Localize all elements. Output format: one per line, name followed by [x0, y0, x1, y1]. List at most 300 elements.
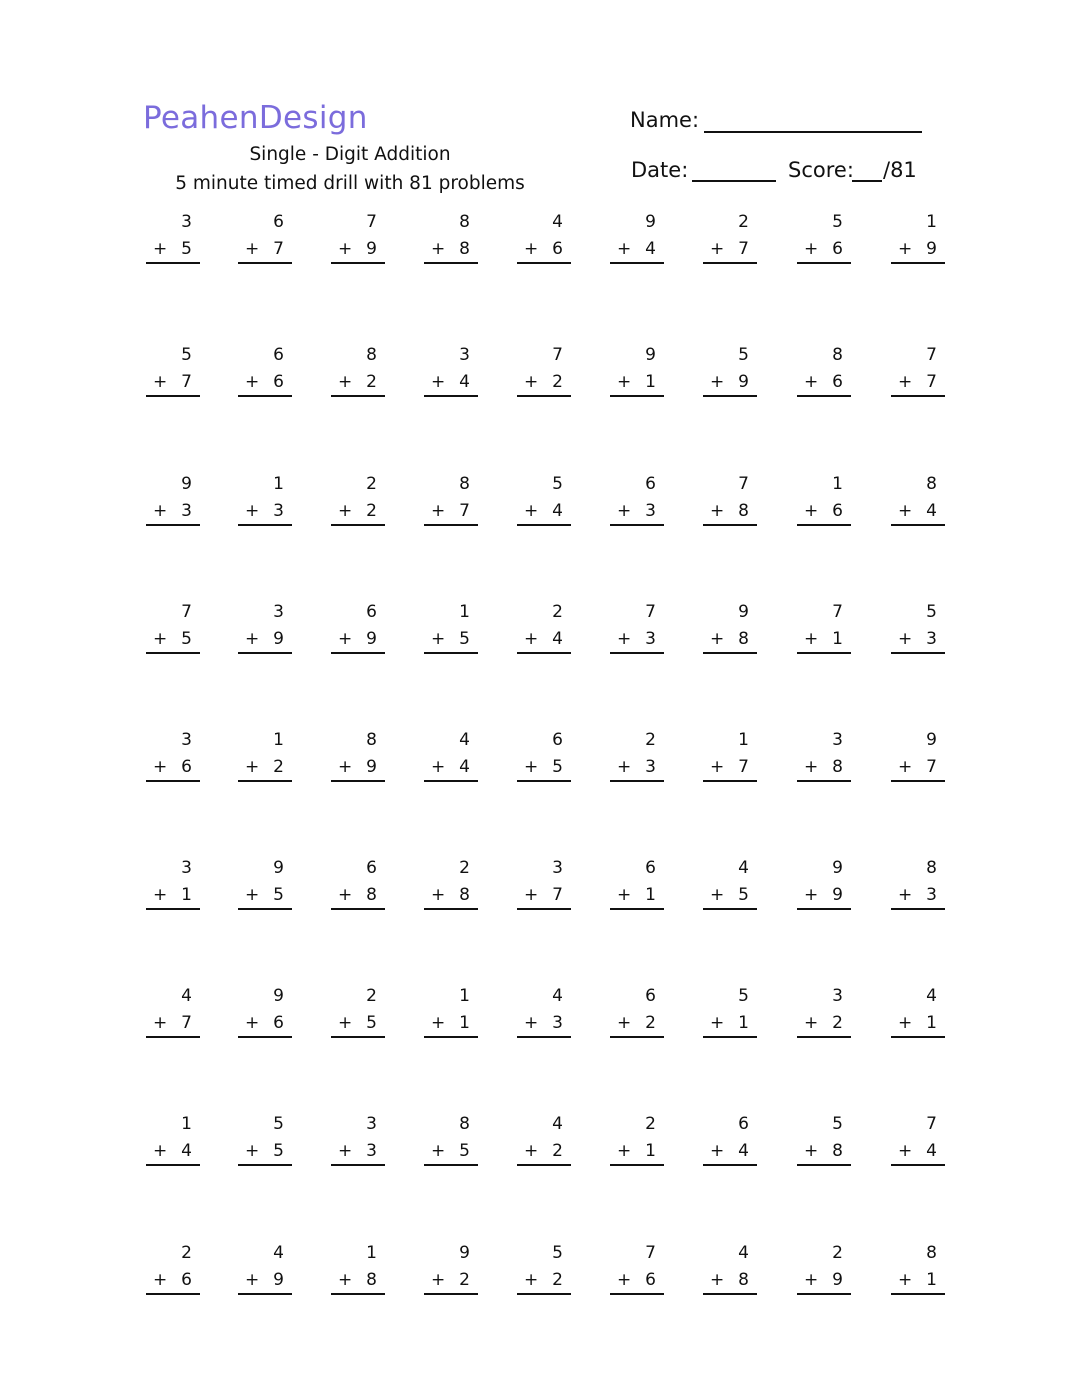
plus-sign: +	[153, 757, 168, 777]
plus-sign: +	[898, 885, 913, 905]
addition-problem	[517, 1243, 571, 1299]
answer-line[interactable]	[797, 652, 851, 654]
plus-sign: +	[153, 1270, 168, 1290]
problem-addend-bottom: 6	[273, 372, 284, 392]
plus-sign: +	[153, 372, 168, 392]
problem-addend-top: 4	[552, 1114, 563, 1134]
answer-line[interactable]	[703, 524, 757, 526]
addition-problem	[331, 474, 385, 530]
answer-line[interactable]	[424, 524, 478, 526]
answer-line[interactable]	[238, 652, 292, 654]
addition-problem	[891, 212, 945, 268]
addition-problem	[891, 345, 945, 401]
answer-line[interactable]	[610, 262, 664, 264]
problem-addend-top: 7	[181, 602, 192, 622]
answer-line[interactable]	[146, 1293, 200, 1295]
problem-addend-bottom: 1	[645, 885, 656, 905]
answer-line[interactable]	[797, 1293, 851, 1295]
addition-problem	[424, 986, 478, 1042]
answer-line[interactable]	[424, 908, 478, 910]
problem-addend-bottom: 1	[926, 1270, 937, 1290]
answer-line[interactable]	[146, 908, 200, 910]
plus-sign: +	[710, 885, 725, 905]
problem-addend-bottom: 7	[181, 372, 192, 392]
plus-sign: +	[617, 757, 632, 777]
problem-addend-bottom: 2	[459, 1270, 470, 1290]
addition-problem	[424, 345, 478, 401]
problem-addend-bottom: 6	[552, 239, 563, 259]
answer-line[interactable]	[238, 262, 292, 264]
plus-sign: +	[338, 629, 353, 649]
answer-line[interactable]	[610, 908, 664, 910]
plus-sign: +	[524, 239, 539, 259]
problem-addend-top: 4	[273, 1243, 284, 1263]
plus-sign: +	[710, 1013, 725, 1033]
problem-addend-top: 5	[552, 474, 563, 494]
problem-addend-bottom: 1	[645, 1141, 656, 1161]
answer-line[interactable]	[610, 652, 664, 654]
problem-addend-top: 6	[738, 1114, 749, 1134]
addition-problem	[517, 1114, 571, 1170]
problem-addend-bottom: 3	[366, 1141, 377, 1161]
addition-problem	[797, 730, 851, 786]
answer-line[interactable]	[797, 780, 851, 782]
answer-line[interactable]	[891, 780, 945, 782]
problem-addend-bottom: 1	[832, 629, 843, 649]
problem-addend-top: 4	[738, 1243, 749, 1263]
problem-addend-bottom: 7	[738, 757, 749, 777]
problem-addend-top: 6	[552, 730, 563, 750]
plus-sign: +	[710, 1270, 725, 1290]
answer-line[interactable]	[610, 524, 664, 526]
plus-sign: +	[524, 1141, 539, 1161]
answer-line[interactable]	[238, 1293, 292, 1295]
answer-line[interactable]	[424, 1293, 478, 1295]
addition-problem	[238, 1114, 292, 1170]
answer-line[interactable]	[517, 780, 571, 782]
addition-problem	[424, 858, 478, 914]
problem-addend-top: 3	[552, 858, 563, 878]
addition-problem	[424, 730, 478, 786]
plus-sign: +	[898, 501, 913, 521]
answer-line[interactable]	[610, 780, 664, 782]
problem-addend-top: 2	[738, 212, 749, 232]
problem-addend-bottom: 2	[645, 1013, 656, 1033]
plus-sign: +	[431, 501, 446, 521]
problem-addend-bottom: 3	[181, 501, 192, 521]
addition-problem	[146, 986, 200, 1042]
answer-line[interactable]	[891, 524, 945, 526]
problem-addend-top: 2	[552, 602, 563, 622]
plus-sign: +	[710, 1141, 725, 1161]
plus-sign: +	[431, 1013, 446, 1033]
answer-line[interactable]	[891, 652, 945, 654]
plus-sign: +	[710, 501, 725, 521]
addition-problem	[703, 345, 757, 401]
answer-line[interactable]	[610, 1036, 664, 1038]
plus-sign: +	[710, 372, 725, 392]
answer-line[interactable]	[703, 1293, 757, 1295]
plus-sign: +	[804, 372, 819, 392]
answer-line[interactable]	[703, 908, 757, 910]
plus-sign: +	[431, 1270, 446, 1290]
addition-problem	[797, 1114, 851, 1170]
answer-line[interactable]	[331, 1164, 385, 1166]
answer-line[interactable]	[517, 1036, 571, 1038]
answer-line[interactable]	[146, 780, 200, 782]
addition-problem	[238, 986, 292, 1042]
answer-line[interactable]	[424, 262, 478, 264]
problem-addend-bottom: 5	[181, 629, 192, 649]
problem-addend-top: 8	[459, 1114, 470, 1134]
problem-addend-top: 6	[645, 986, 656, 1006]
answer-line[interactable]	[517, 652, 571, 654]
answer-line[interactable]	[797, 262, 851, 264]
answer-line[interactable]	[331, 908, 385, 910]
addition-problem	[610, 345, 664, 401]
problem-addend-bottom: 9	[832, 885, 843, 905]
answer-line[interactable]	[610, 395, 664, 397]
problem-addend-top: 9	[273, 986, 284, 1006]
addition-problem	[610, 986, 664, 1042]
plus-sign: +	[245, 1141, 260, 1161]
problem-addend-bottom: 1	[645, 372, 656, 392]
addition-problem	[424, 602, 478, 658]
problem-addend-top: 3	[181, 858, 192, 878]
addition-problem	[331, 986, 385, 1042]
answer-line[interactable]	[424, 652, 478, 654]
problem-addend-top: 5	[738, 345, 749, 365]
problem-addend-top: 5	[926, 602, 937, 622]
problem-addend-top: 1	[459, 602, 470, 622]
answer-line[interactable]	[331, 780, 385, 782]
addition-problem	[517, 730, 571, 786]
problem-addend-bottom: 7	[459, 501, 470, 521]
addition-problem	[703, 858, 757, 914]
answer-line[interactable]	[331, 395, 385, 397]
problem-addend-top: 8	[459, 212, 470, 232]
problem-addend-top: 1	[738, 730, 749, 750]
addition-problem	[891, 474, 945, 530]
problem-addend-top: 6	[645, 858, 656, 878]
problem-addend-top: 5	[832, 212, 843, 232]
problem-addend-top: 5	[181, 345, 192, 365]
answer-line[interactable]	[238, 780, 292, 782]
answer-line[interactable]	[797, 524, 851, 526]
answer-line[interactable]	[238, 524, 292, 526]
plus-sign: +	[524, 629, 539, 649]
problem-addend-bottom: 3	[926, 629, 937, 649]
plus-sign: +	[524, 1013, 539, 1033]
problem-addend-top: 6	[366, 602, 377, 622]
problem-addend-top: 5	[738, 986, 749, 1006]
problem-addend-bottom: 4	[738, 1141, 749, 1161]
answer-line[interactable]	[517, 1293, 571, 1295]
addition-problem	[146, 1114, 200, 1170]
problem-addend-bottom: 3	[926, 885, 937, 905]
addition-problem	[238, 1243, 292, 1299]
problem-addend-top: 4	[738, 858, 749, 878]
addition-problem	[146, 345, 200, 401]
answer-line[interactable]	[891, 395, 945, 397]
problem-addend-bottom: 5	[273, 885, 284, 905]
plus-sign: +	[804, 1270, 819, 1290]
problem-addend-top: 3	[459, 345, 470, 365]
plus-sign: +	[431, 239, 446, 259]
problem-addend-bottom: 5	[273, 1141, 284, 1161]
plus-sign: +	[338, 757, 353, 777]
problem-addend-top: 1	[181, 1114, 192, 1134]
addition-problem	[517, 602, 571, 658]
addition-problem	[703, 602, 757, 658]
plus-sign: +	[338, 501, 353, 521]
problem-addend-top: 9	[926, 730, 937, 750]
plus-sign: +	[898, 1013, 913, 1033]
addition-problem	[331, 602, 385, 658]
plus-sign: +	[524, 757, 539, 777]
plus-sign: +	[153, 239, 168, 259]
problem-addend-bottom: 1	[926, 1013, 937, 1033]
answer-line[interactable]	[797, 908, 851, 910]
answer-line[interactable]	[517, 262, 571, 264]
answer-line[interactable]	[610, 1164, 664, 1166]
plus-sign: +	[431, 885, 446, 905]
addition-problem	[238, 858, 292, 914]
problem-addend-bottom: 9	[832, 1270, 843, 1290]
answer-line[interactable]	[517, 1164, 571, 1166]
plus-sign: +	[710, 239, 725, 259]
addition-problem	[424, 474, 478, 530]
answer-line[interactable]	[146, 524, 200, 526]
plus-sign: +	[710, 757, 725, 777]
plus-sign: +	[804, 1141, 819, 1161]
answer-line[interactable]	[891, 1293, 945, 1295]
problem-addend-top: 8	[832, 345, 843, 365]
problem-addend-top: 6	[366, 858, 377, 878]
plus-sign: +	[431, 629, 446, 649]
plus-sign: +	[431, 757, 446, 777]
plus-sign: +	[524, 372, 539, 392]
answer-line[interactable]	[331, 1293, 385, 1295]
plus-sign: +	[338, 1141, 353, 1161]
answer-line[interactable]	[331, 524, 385, 526]
plus-sign: +	[338, 1270, 353, 1290]
problem-addend-bottom: 5	[552, 757, 563, 777]
problem-addend-bottom: 7	[926, 372, 937, 392]
answer-line[interactable]	[424, 1036, 478, 1038]
addition-problem	[703, 986, 757, 1042]
problem-addend-bottom: 2	[273, 757, 284, 777]
addition-problem	[610, 602, 664, 658]
problem-addend-bottom: 9	[366, 239, 377, 259]
addition-problem	[238, 212, 292, 268]
problem-addend-bottom: 7	[926, 757, 937, 777]
answer-line[interactable]	[703, 780, 757, 782]
addition-problem	[517, 474, 571, 530]
plus-sign: +	[898, 629, 913, 649]
addition-problem	[703, 1243, 757, 1299]
problem-addend-top: 8	[926, 1243, 937, 1263]
problem-addend-bottom: 8	[738, 1270, 749, 1290]
answer-line[interactable]	[517, 395, 571, 397]
problem-addend-bottom: 4	[459, 757, 470, 777]
problem-addend-bottom: 3	[645, 629, 656, 649]
plus-sign: +	[804, 885, 819, 905]
addition-problem	[238, 345, 292, 401]
answer-line[interactable]	[891, 1164, 945, 1166]
problem-addend-top: 3	[181, 212, 192, 232]
problem-addend-bottom: 8	[459, 885, 470, 905]
plus-sign: +	[617, 372, 632, 392]
answer-line[interactable]	[146, 652, 200, 654]
problem-addend-top: 2	[645, 730, 656, 750]
answer-line[interactable]	[146, 395, 200, 397]
problem-addend-top: 7	[926, 345, 937, 365]
score-label: Score:	[788, 158, 854, 182]
addition-problem	[146, 474, 200, 530]
answer-line[interactable]	[610, 1293, 664, 1295]
addition-problem	[891, 730, 945, 786]
answer-line[interactable]	[517, 908, 571, 910]
problem-addend-bottom: 4	[552, 629, 563, 649]
problem-addend-bottom: 6	[832, 501, 843, 521]
problem-addend-bottom: 4	[645, 239, 656, 259]
answer-line[interactable]	[238, 1164, 292, 1166]
answer-line[interactable]	[331, 652, 385, 654]
problem-addend-bottom: 6	[181, 1270, 192, 1290]
answer-line[interactable]	[517, 524, 571, 526]
problem-addend-bottom: 3	[645, 757, 656, 777]
answer-line[interactable]	[703, 1036, 757, 1038]
plus-sign: +	[617, 1141, 632, 1161]
plus-sign: +	[804, 501, 819, 521]
addition-problem	[703, 730, 757, 786]
addition-problem	[146, 730, 200, 786]
plus-sign: +	[245, 372, 260, 392]
problem-addend-top: 8	[926, 474, 937, 494]
answer-line[interactable]	[797, 395, 851, 397]
plus-sign: +	[338, 1013, 353, 1033]
problem-addend-top: 9	[645, 345, 656, 365]
addition-problem	[891, 1114, 945, 1170]
problem-addend-top: 3	[832, 986, 843, 1006]
answer-line[interactable]	[424, 780, 478, 782]
addition-problem	[238, 474, 292, 530]
answer-line[interactable]	[424, 1164, 478, 1166]
problem-addend-top: 9	[645, 212, 656, 232]
problem-addend-bottom: 4	[181, 1141, 192, 1161]
plus-sign: +	[804, 239, 819, 259]
problem-addend-top: 8	[926, 858, 937, 878]
problem-addend-top: 5	[273, 1114, 284, 1134]
plus-sign: +	[804, 1013, 819, 1033]
answer-line[interactable]	[146, 262, 200, 264]
problem-addend-bottom: 4	[926, 501, 937, 521]
problem-addend-bottom: 3	[645, 501, 656, 521]
answer-line[interactable]	[891, 262, 945, 264]
problem-addend-bottom: 8	[366, 1270, 377, 1290]
score-total: /81	[883, 158, 917, 182]
problem-addend-top: 3	[832, 730, 843, 750]
answer-line[interactable]	[238, 395, 292, 397]
plus-sign: +	[245, 501, 260, 521]
addition-problem	[146, 858, 200, 914]
problem-addend-top: 4	[552, 986, 563, 1006]
answer-line[interactable]	[331, 262, 385, 264]
problem-addend-top: 4	[552, 212, 563, 232]
problem-addend-top: 1	[926, 212, 937, 232]
answer-line[interactable]	[146, 1164, 200, 1166]
addition-problem	[331, 212, 385, 268]
problem-addend-bottom: 5	[181, 239, 192, 259]
problem-addend-bottom: 2	[552, 1270, 563, 1290]
problem-addend-top: 7	[926, 1114, 937, 1134]
plus-sign: +	[338, 885, 353, 905]
answer-line[interactable]	[891, 1036, 945, 1038]
answer-line[interactable]	[797, 1164, 851, 1166]
problem-addend-top: 6	[645, 474, 656, 494]
plus-sign: +	[431, 1141, 446, 1161]
problem-addend-bottom: 7	[552, 885, 563, 905]
addition-problem	[891, 986, 945, 1042]
problem-addend-bottom: 4	[459, 372, 470, 392]
plus-sign: +	[898, 372, 913, 392]
problem-addend-top: 3	[273, 602, 284, 622]
problem-addend-top: 7	[366, 212, 377, 232]
answer-line[interactable]	[891, 908, 945, 910]
answer-line[interactable]	[703, 1164, 757, 1166]
answer-line[interactable]	[238, 1036, 292, 1038]
problem-addend-bottom: 4	[552, 501, 563, 521]
answer-line[interactable]	[703, 262, 757, 264]
addition-problem	[331, 345, 385, 401]
addition-problem	[146, 602, 200, 658]
problem-addend-top: 1	[273, 474, 284, 494]
problem-addend-top: 7	[552, 345, 563, 365]
problem-addend-bottom: 6	[645, 1270, 656, 1290]
problem-addend-top: 9	[181, 474, 192, 494]
plus-sign: +	[898, 1141, 913, 1161]
addition-problem	[331, 1114, 385, 1170]
addition-problem	[238, 730, 292, 786]
addition-problem	[610, 1114, 664, 1170]
plus-sign: +	[710, 629, 725, 649]
addition-problem	[610, 474, 664, 530]
problem-addend-bottom: 8	[459, 239, 470, 259]
answer-line[interactable]	[703, 395, 757, 397]
addition-problem	[424, 1114, 478, 1170]
problem-addend-top: 6	[273, 212, 284, 232]
problem-addend-bottom: 2	[832, 1013, 843, 1033]
problem-addend-top: 1	[832, 474, 843, 494]
plus-sign: +	[898, 757, 913, 777]
answer-line[interactable]	[146, 1036, 200, 1038]
answer-line[interactable]	[703, 652, 757, 654]
problem-addend-top: 8	[366, 345, 377, 365]
plus-sign: +	[153, 1141, 168, 1161]
problem-addend-bottom: 7	[273, 239, 284, 259]
answer-line[interactable]	[797, 1036, 851, 1038]
answer-line[interactable]	[331, 1036, 385, 1038]
answer-line[interactable]	[424, 395, 478, 397]
problem-addend-bottom: 9	[738, 372, 749, 392]
addition-problem	[610, 730, 664, 786]
problem-addend-bottom: 9	[273, 1270, 284, 1290]
plus-sign: +	[898, 239, 913, 259]
problem-addend-bottom: 3	[273, 501, 284, 521]
answer-line[interactable]	[238, 908, 292, 910]
problem-addend-bottom: 8	[832, 1141, 843, 1161]
